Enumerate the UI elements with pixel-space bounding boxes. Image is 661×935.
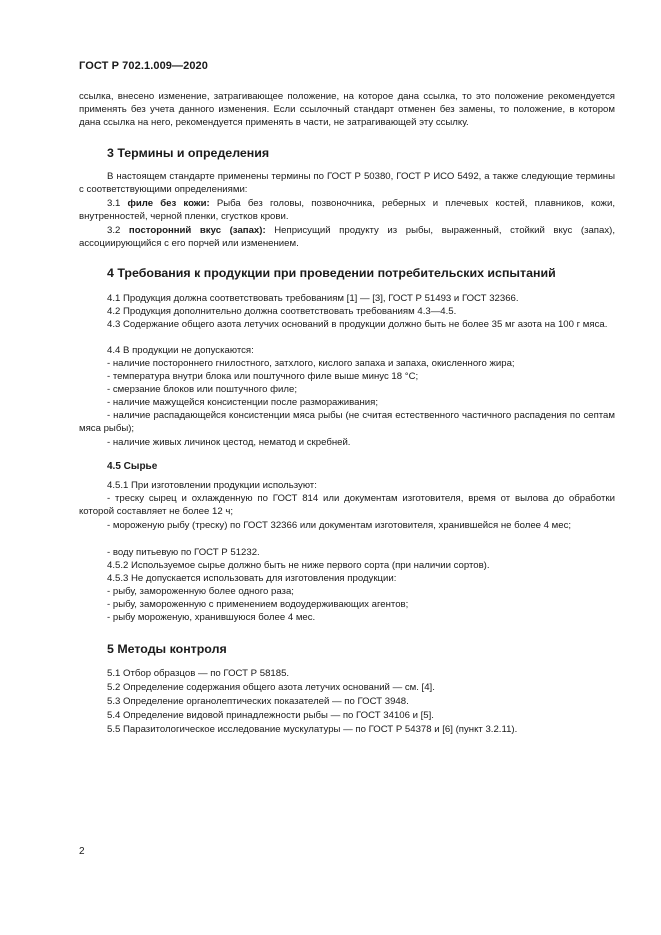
clause-4-2: 4.2 Продукция дополнительно должна соответствовать требованиям 4.3—4.5. xyxy=(107,306,457,317)
page-number: 2 xyxy=(79,846,85,857)
term-3-1 xyxy=(79,197,615,223)
list-item: - рыбу, замороженную более одного раза; xyxy=(107,586,294,597)
section-4-title: 4 Требования к продукции при проведении потребительских испытаний xyxy=(107,266,556,280)
term-3-2 xyxy=(79,224,615,250)
clause-4-3: 4.3 Содержание общего азота летучих оснований в продукции должно быть не более 35 мг азота на 100 г мяса. xyxy=(107,319,608,330)
list-item: - наличие постороннего гнилостного, затхлого, кислого запаха и запаха, окисленного жира; xyxy=(107,358,515,369)
term-3-2-number: 3.2 xyxy=(107,225,129,236)
list-item: - рыбу, замороженную с применением водоудерживающих агентов; xyxy=(107,599,409,610)
clause-5-4: 5.4 Определение видовой принадлежности рыбы — по ГОСТ 34106 и [5]. xyxy=(107,710,434,721)
section-5-title: 5 Методы контроля xyxy=(107,642,227,656)
list-item: - температура внутри блока или поштучного филе выше минус 18 °C; xyxy=(107,371,419,382)
clause-4-5-2: 4.5.2 Используемое сырье должно быть не ниже первого сорта (при наличии сортов). xyxy=(107,560,490,571)
term-3-1-term: филе без кожи: xyxy=(127,198,210,209)
section-3-intro: В настоящем стандарте применены термины по ГОСТ Р 50380, ГОСТ Р ИСО 5492, а также следующие термины с соответствующими определениями: xyxy=(79,171,615,196)
list-item: - воду питьевую по ГОСТ Р 51232. xyxy=(107,547,260,558)
term-3-2-term: посторонний вкус (запах): xyxy=(128,225,266,236)
list-item: - треску сырец и охлажденную по ГОСТ 814 или документам изготовителя, время от вылова до обработки которой составляет не более 12 ч; xyxy=(79,493,615,518)
clause-4-4: 4.4 В продукции не допускаются: xyxy=(107,345,254,356)
term-3-1-number: 3.1 xyxy=(107,198,128,209)
clause-4-5-1: 4.5.1 При изготовлении продукции используют: xyxy=(107,480,317,491)
list-item: - наличие мажущейся консистенции после размораживания; xyxy=(107,397,378,408)
clause-4-5-3: 4.5.3 Не допускается использовать для изготовления продукции: xyxy=(107,573,397,584)
standard-header: ГОСТ Р 702.1.009—2020 xyxy=(79,60,208,72)
term-3-2-definition: Неприсущий продукту из рыбы, выраженный, стойкий вкус (запах), ассоциирующийся с его порчей или изменением. xyxy=(79,225,615,250)
intro-paragraph: ссылка, внесено изменение, затрагивающее положение, на которое дана ссылка, то это положение рекомендуется применять без учета данного изменения. Если ссылочный стандарт отменен без замены, то положение, в котором дана ссылка на него, рекомендуется применять в части, не затрагивающей эту ссылку. xyxy=(79,91,615,129)
section-3-title: 3 Термины и определения xyxy=(107,146,270,160)
list-item: - наличие живых личинок цестод, нематод и скребней. xyxy=(107,437,351,448)
list-item: - рыбу мороженую, хранившуюся более 4 мес. xyxy=(107,612,316,623)
list-item: - смерзание блоков или поштучного филе; xyxy=(107,384,297,395)
list-item: - мороженую рыбу (треску) по ГОСТ 32366 или документам изготовителя, хранившейся не более 4 мес; xyxy=(107,520,572,531)
term-3-1-definition: Рыба без головы, позвоночника, реберных и плечевых костей, плавников, кожи, внутренностей, черной пленки, сгустков крови. xyxy=(79,198,615,223)
clause-5-2: 5.2 Определение содержания общего азота летучих оснований — см. [4]. xyxy=(107,682,435,693)
clause-4-1: 4.1 Продукция должна соответствовать требованиям [1] — [3], ГОСТ Р 51493 и ГОСТ 32366. xyxy=(107,293,519,304)
subsection-4-5-title: 4.5 Сырье xyxy=(107,461,158,472)
clause-5-5: 5.5 Паразитологическое исследование мускулатуры — по ГОСТ Р 54378 и [6] (пункт 3.2.11). xyxy=(107,724,518,735)
list-item: - наличие распадающейся консистенции мяса рыбы (не считая естественного частичного распадения по септам мяса рыбы); xyxy=(79,410,615,435)
clause-5-1: 5.1 Отбор образцов — по ГОСТ Р 58185. xyxy=(107,668,290,679)
clause-5-3: 5.3 Определение органолептических показателей — по ГОСТ 3948. xyxy=(107,696,409,707)
